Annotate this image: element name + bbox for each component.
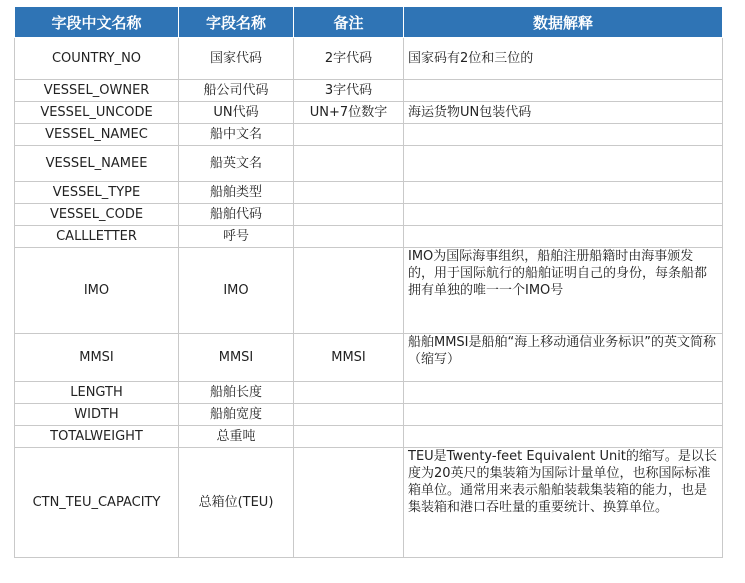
cell-field-name: UN代码 <box>179 102 294 124</box>
cell-field-name: 船英文名 <box>179 146 294 182</box>
cell-note <box>294 426 404 448</box>
cell-note <box>294 182 404 204</box>
table-row <box>15 182 723 204</box>
table-header-row <box>15 7 723 38</box>
cell-chinese-name: LENGTH <box>15 382 179 404</box>
cell-field-name: 总箱位(TEU) <box>179 448 294 558</box>
cell-field-name: IMO <box>179 248 294 334</box>
cell-explanation <box>404 404 723 426</box>
cell-explanation <box>404 182 723 204</box>
table-row <box>15 426 723 448</box>
cell-explanation: 船舶MMSI是船舶“海上移动通信业务标识”的英文简称（缩写） <box>404 334 723 382</box>
cell-explanation <box>404 204 723 226</box>
cell-field-name: 总重吨 <box>179 426 294 448</box>
table-row <box>15 248 723 334</box>
table-row <box>15 382 723 404</box>
table-row <box>15 448 723 558</box>
table-row <box>15 80 723 102</box>
table-row <box>15 102 723 124</box>
cell-chinese-name: WIDTH <box>15 404 179 426</box>
cell-chinese-name: VESSEL_OWNER <box>15 80 179 102</box>
cell-explanation: IMO为国际海事组织，船舶注册船籍时由海事颁发的，用于国际航行的船舶证明自己的身份，每条船都拥有单独的唯一一个IMO号 <box>404 248 723 334</box>
cell-explanation <box>404 426 723 448</box>
cell-explanation: 海运货物UN包装代码 <box>404 102 723 124</box>
cell-note: MMSI <box>294 334 404 382</box>
cell-explanation <box>404 382 723 404</box>
cell-field-name: 船舶长度 <box>179 382 294 404</box>
cell-note: UN+7位数字 <box>294 102 404 124</box>
cell-chinese-name: TOTALWEIGHT <box>15 426 179 448</box>
cell-chinese-name: VESSEL_TYPE <box>15 182 179 204</box>
cell-note: 3字代码 <box>294 80 404 102</box>
cell-chinese-name: MMSI <box>15 334 179 382</box>
header-data-explanation: 数据解释 <box>404 7 723 38</box>
cell-note <box>294 382 404 404</box>
cell-explanation <box>404 124 723 146</box>
cell-chinese-name: CALLLETTER <box>15 226 179 248</box>
cell-field-name: 船舶类型 <box>179 182 294 204</box>
cell-chinese-name: COUNTRY_NO <box>15 38 179 80</box>
table-row <box>15 404 723 426</box>
field-definition-table <box>14 6 723 558</box>
cell-note <box>294 226 404 248</box>
header-note: 备注 <box>294 7 404 38</box>
cell-note <box>294 124 404 146</box>
cell-chinese-name: CTN_TEU_CAPACITY <box>15 448 179 558</box>
table-row <box>15 146 723 182</box>
cell-note <box>294 248 404 334</box>
cell-field-name: 船舶宽度 <box>179 404 294 426</box>
cell-explanation <box>404 226 723 248</box>
table-row <box>15 124 723 146</box>
cell-note <box>294 404 404 426</box>
table-row <box>15 334 723 382</box>
table-row <box>15 204 723 226</box>
cell-field-name: 船中文名 <box>179 124 294 146</box>
cell-chinese-name: VESSEL_CODE <box>15 204 179 226</box>
cell-explanation <box>404 146 723 182</box>
cell-field-name: 船公司代码 <box>179 80 294 102</box>
field-definition-table-wrapper <box>14 6 723 558</box>
table-row <box>15 226 723 248</box>
cell-field-name: 国家代码 <box>179 38 294 80</box>
header-field-name: 字段名称 <box>179 7 294 38</box>
cell-note <box>294 448 404 558</box>
cell-note <box>294 146 404 182</box>
cell-chinese-name: IMO <box>15 248 179 334</box>
cell-field-name: 呼号 <box>179 226 294 248</box>
cell-chinese-name: VESSEL_NAMEE <box>15 146 179 182</box>
cell-note: 2字代码 <box>294 38 404 80</box>
header-chinese-name: 字段中文名称 <box>15 7 179 38</box>
cell-explanation: 国家码有2位和三位的 <box>404 38 723 80</box>
cell-note <box>294 204 404 226</box>
cell-field-name: 船舶代码 <box>179 204 294 226</box>
cell-field-name: MMSI <box>179 334 294 382</box>
cell-chinese-name: VESSEL_NAMEC <box>15 124 179 146</box>
cell-chinese-name: VESSEL_UNCODE <box>15 102 179 124</box>
cell-explanation <box>404 80 723 102</box>
table-row <box>15 38 723 80</box>
cell-explanation: TEU是Twenty-feet Equivalent Unit的缩写。是以长度为20英尺的集装箱为国际计量单位，也称国际标准箱单位。通常用来表示船舶装载集装箱的能力，也是集装箱和港口吞吐量的重要统计、换算单位。 <box>404 448 723 558</box>
